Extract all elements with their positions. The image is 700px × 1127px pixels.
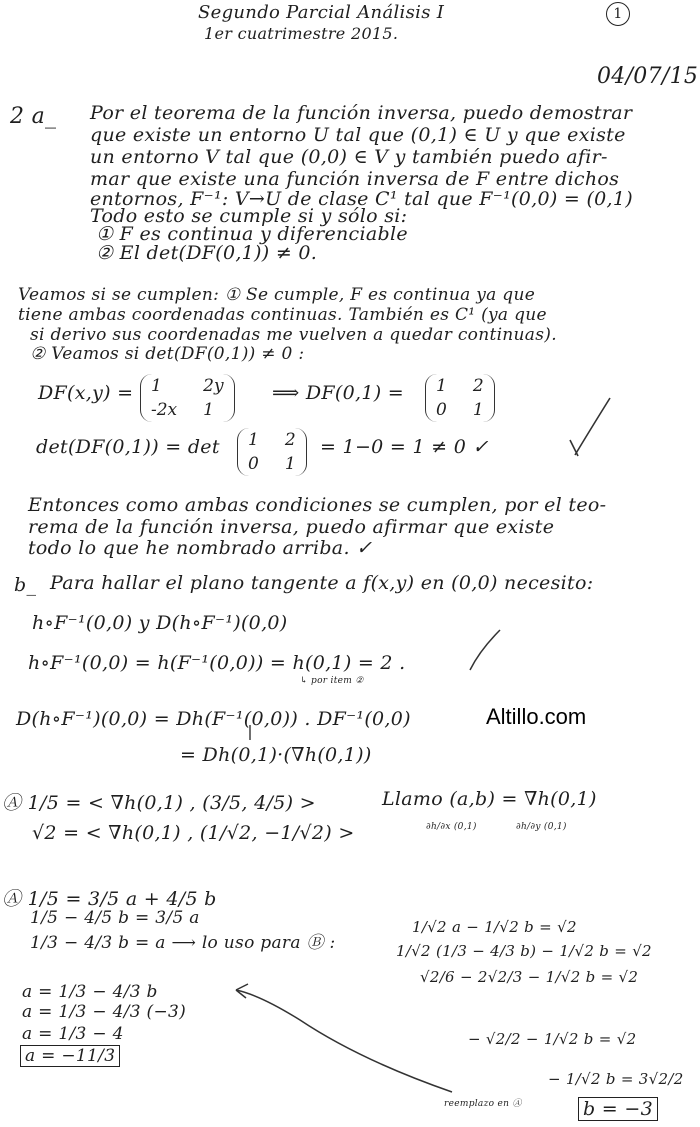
verify-line: ② Veamos si det(DF(0,1)) ≠ 0 : [30,344,305,364]
solve-a-line: 1/5 − 4/5 b = 3/5 a [30,908,200,928]
equation-b: √2 = < ∇h(0,1) , (1/√2, −1/√2) > [32,822,355,844]
matrix-entry: 1 [248,430,259,450]
df-lhs: DF(x,y) = [38,382,134,404]
conclusion-line: Entonces como ambas condiciones se cumplen, por el teo- [28,494,607,516]
part-b-line: D(h∘F⁻¹)(0,0) = Dh(F⁻¹(0,0)) . DF⁻¹(0,0) [16,708,411,730]
result-a-value: a = −11/3 [20,1045,120,1067]
matrix-entry: 1 [436,376,447,396]
part-a-line: entornos, F⁻¹: V→U de clase C¹ tal que F⁻¹(0,0) = (0,1) [90,188,633,210]
matrix-entry: 2y [203,376,224,396]
checkmark-icon [470,630,500,670]
solve-a-line: 1/3 − 4/3 b = a ⟶ lo uso para Ⓑ : [30,933,336,953]
note-por-item: ↳ por item ② [300,676,364,686]
df01-lhs: ⟹ DF(0,1) = [272,382,404,404]
item-2a-label: 2 a_ [10,104,57,129]
solve-b-line: − √2/2 − 1/√2 b = √2 [468,1030,637,1048]
exam-date: 04/07/15 [597,64,699,89]
exam-title: Segundo Parcial Análisis I [198,2,445,23]
matrix-entry: -2x [151,400,178,420]
matrix-entry: 0 [436,400,447,420]
part-b-line: h∘F⁻¹(0,0) = h(F⁻¹(0,0)) = h(0,1) = 2 . [28,652,406,674]
watermark: Altillo.com [486,704,587,729]
part-a-line: Todo esto se cumple si y sólo si: [90,205,408,227]
matrix-entry: 0 [248,454,259,474]
solve-b-line: 1/√2 a − 1/√2 b = √2 [412,918,577,936]
exam-subtitle: 1er cuatrimestre 2015. [204,24,399,43]
matrix-entry: 2 [284,430,296,450]
solve-b-line: − 1/√2 b = 3√2/2 [548,1070,684,1088]
matrix-entry: 1 [472,400,484,420]
matrix-entry: 2 [472,376,484,396]
partial-x: ∂h/∂x (0,1) [426,822,477,832]
checkmark-icon [575,398,610,455]
reemplazo-note: reemplazo en Ⓐ [444,1099,522,1109]
conclusion-line: rema de la función inversa, puedo afirmar que existe [28,516,555,538]
solve-a-line: Ⓐ 1/5 = 3/5 a + 4/5 b [2,888,217,910]
part-b-line: = Dh(0,1)·(∇h(0,1)) [180,744,372,766]
solve-b-line: 1/√2 (1/3 − 4/3 b) − 1/√2 b = √2 [396,942,652,960]
part-b-line: h∘F⁻¹(0,0) y D(h∘F⁻¹)(0,0) [32,612,288,634]
verify-line: si derivo sus coordenadas me vuelven a quedar continuas). [30,325,557,345]
det-result: = 1−0 = 1 ≠ 0 ✓ [320,436,489,458]
condition-1: ① F es continua y diferenciable [96,223,408,245]
verify-line: Veamos si se cumplen: ① Se cumple, F es continua ya que [18,285,536,305]
arrow-icon [236,990,452,1092]
part-a-line: mar que existe una función inversa de F entre dichos [90,168,620,190]
final-line: a = 1/3 − 4/3 b [22,982,158,1002]
condition-2: ② El det(DF(0,1)) ≠ 0. [96,242,318,264]
matrix-entry: 1 [151,376,162,396]
solve-b-line: √2/6 − 2√2/3 − 1/√2 b = √2 [420,968,639,986]
item-b-label: b_ [14,574,37,596]
conclusion-line: todo lo que he nombrado arriba. ✓ [28,537,373,559]
final-line: a = 1/3 − 4 [22,1024,124,1044]
verify-line: tiene ambas coordenadas continuas. También es C¹ (ya que [18,305,547,325]
part-a-line: Por el teorema de la función inversa, puedo demostrar [90,102,633,124]
result-b-value: b = −3 [578,1097,658,1121]
part-b-line: Para hallar el plano tangente a f(x,y) en (0,0) necesito: [50,572,594,594]
equation-a: Ⓐ 1/5 = < ∇h(0,1) , (3/5, 4/5) > [2,792,316,814]
page-number: 1 [606,2,630,26]
part-a-line: que existe un entorno U tal que (0,1) ∈ U y que existe [90,124,626,146]
final-line: a = 1/3 − 4/3 (−3) [22,1002,187,1022]
det-lhs: det(DF(0,1)) = det [36,436,220,458]
matrix-entry: 1 [203,400,214,420]
part-a-line: un entorno V tal que (0,0) ∈ V y también puedo afir- [90,146,608,168]
matrix-entry: 1 [284,454,296,474]
llamo-text: Llamo (a,b) = ∇h(0,1) [382,788,597,810]
partial-y: ∂h/∂y (0,1) [516,822,567,832]
